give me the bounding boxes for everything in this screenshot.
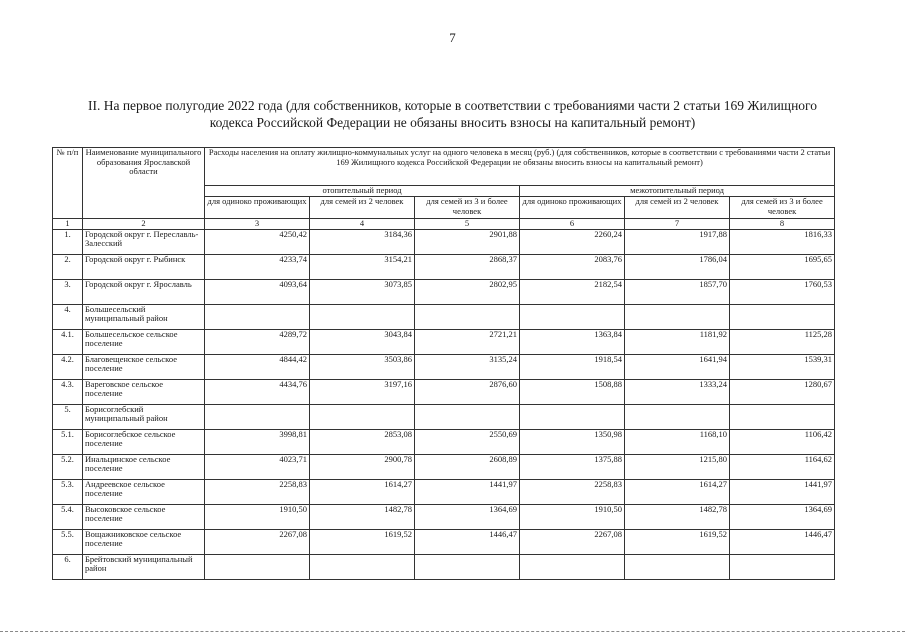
column-index: 5 — [415, 219, 520, 230]
expense-value: 1280,67 — [730, 379, 835, 404]
column-header-nonheating-period: межотопительный период — [520, 186, 835, 197]
municipality-name: Городской округ г. Переславль-Залесский — [83, 229, 205, 254]
expense-value: 4434,76 — [205, 379, 310, 404]
table-row — [53, 529, 835, 554]
expense-value: 1619,52 — [310, 529, 415, 554]
expense-value — [625, 304, 730, 329]
expense-value: 1364,69 — [415, 504, 520, 529]
municipality-name: Борисоглебское сельское поселение — [83, 429, 205, 454]
expense-value: 1441,97 — [730, 479, 835, 504]
expense-value — [730, 404, 835, 429]
expense-value: 3197,16 — [310, 379, 415, 404]
table-row — [53, 504, 835, 529]
row-number: 5.3. — [53, 479, 83, 504]
expense-value: 1441,97 — [415, 479, 520, 504]
expense-value: 1164,62 — [730, 454, 835, 479]
table-row — [53, 354, 835, 379]
expense-value: 1816,33 — [730, 229, 835, 254]
expense-value: 4233,74 — [205, 254, 310, 279]
expense-value: 1508,88 — [520, 379, 625, 404]
expense-value — [520, 304, 625, 329]
expense-value: 2267,08 — [205, 529, 310, 554]
municipality-name: Андреевское сельское поселение — [83, 479, 205, 504]
column-index: 6 — [520, 219, 625, 230]
expense-value: 1446,47 — [415, 529, 520, 554]
expense-value: 1910,50 — [205, 504, 310, 529]
expense-value: 3503,86 — [310, 354, 415, 379]
expense-value: 1619,52 — [625, 529, 730, 554]
expense-value: 1614,27 — [310, 479, 415, 504]
row-number: 4. — [53, 304, 83, 329]
column-header-heating-period: отопительный период — [205, 186, 520, 197]
municipality-name: Городской округ г. Ярославль — [83, 279, 205, 304]
column-index: 7 — [625, 219, 730, 230]
expense-value: 1910,50 — [520, 504, 625, 529]
expense-value: 1363,84 — [520, 329, 625, 354]
column-index: 8 — [730, 219, 835, 230]
expense-value: 3043,84 — [310, 329, 415, 354]
expense-value — [730, 304, 835, 329]
column-header-family-2: для семей из 2 человек — [310, 197, 415, 219]
column-header-expenses: Расходы населения на оплату жилищно-коммунальных услуг на одного человека в месяц (руб.) (для собственников, которые в соответствии с требованиями части 2 статьи 169 Жилищного кодекса Российской Федерации не обязаны вносить взносы на капитальный ремонт) — [205, 148, 835, 186]
expense-value: 2608,89 — [415, 454, 520, 479]
expense-value: 4093,64 — [205, 279, 310, 304]
column-header-single: для одиноко проживающих — [205, 197, 310, 219]
expense-value: 1446,47 — [730, 529, 835, 554]
expense-value: 1350,98 — [520, 429, 625, 454]
expense-value — [415, 304, 520, 329]
expense-value — [730, 554, 835, 579]
municipality-name: Большесельский муниципальный район — [83, 304, 205, 329]
column-header-number: № п/п — [53, 148, 83, 219]
column-header-municipality: Наименование муниципального образования Ярославской области — [83, 148, 205, 219]
column-header-family-3: для семей из 3 и более человек — [415, 197, 520, 219]
expense-value: 1168,10 — [625, 429, 730, 454]
table-row — [53, 329, 835, 354]
municipality-name: Брейтовский муниципальный район — [83, 554, 205, 579]
scan-edge-divider — [0, 631, 905, 632]
expense-value: 1333,24 — [625, 379, 730, 404]
expense-value: 1215,80 — [625, 454, 730, 479]
page-number: 7 — [449, 30, 456, 45]
municipality-name: Вареговское сельское поселение — [83, 379, 205, 404]
expense-value: 4250,42 — [205, 229, 310, 254]
row-number: 5.1. — [53, 429, 83, 454]
table-row — [53, 379, 835, 404]
expense-value: 2083,76 — [520, 254, 625, 279]
expense-value: 2260,24 — [520, 229, 625, 254]
expense-value: 2258,83 — [520, 479, 625, 504]
municipality-name: Вощажниковское сельское поселение — [83, 529, 205, 554]
municipality-name: Благовещенское сельское поселение — [83, 354, 205, 379]
expense-value: 2802,95 — [415, 279, 520, 304]
expense-value: 1539,31 — [730, 354, 835, 379]
expense-value: 1760,53 — [730, 279, 835, 304]
expense-value: 3154,21 — [310, 254, 415, 279]
column-index: 3 — [205, 219, 310, 230]
row-number: 1. — [53, 229, 83, 254]
expense-value: 3184,36 — [310, 229, 415, 254]
expense-value: 2182,54 — [520, 279, 625, 304]
expense-value: 1482,78 — [310, 504, 415, 529]
expense-value — [205, 554, 310, 579]
expense-value: 1375,88 — [520, 454, 625, 479]
row-number: 5.4. — [53, 504, 83, 529]
expense-value: 3135,24 — [415, 354, 520, 379]
expense-value: 4023,71 — [205, 454, 310, 479]
expense-value: 2868,37 — [415, 254, 520, 279]
expense-value — [310, 404, 415, 429]
table-row — [53, 254, 835, 279]
table-row — [53, 304, 835, 329]
expense-value: 1614,27 — [625, 479, 730, 504]
expense-value: 1641,94 — [625, 354, 730, 379]
table-body — [53, 229, 835, 579]
expense-value — [520, 404, 625, 429]
expense-value — [205, 304, 310, 329]
municipality-name: Высоковское сельское поселение — [83, 504, 205, 529]
expense-value: 1695,65 — [730, 254, 835, 279]
municipality-name: Большесельское сельское поселение — [83, 329, 205, 354]
expense-value: 4844,42 — [205, 354, 310, 379]
expense-value — [625, 404, 730, 429]
column-header-single: для одиноко проживающих — [520, 197, 625, 219]
municipality-name: Инальцинское сельское поселение — [83, 454, 205, 479]
row-number: 4.3. — [53, 379, 83, 404]
table-row — [53, 479, 835, 504]
table-row — [53, 429, 835, 454]
expense-value: 2901,88 — [415, 229, 520, 254]
expense-value: 1125,28 — [730, 329, 835, 354]
municipality-name: Борисоглебский муниципальный район — [83, 404, 205, 429]
row-number: 4.1. — [53, 329, 83, 354]
table-row — [53, 279, 835, 304]
row-number: 3. — [53, 279, 83, 304]
expense-value: 1917,88 — [625, 229, 730, 254]
expense-value: 2853,08 — [310, 429, 415, 454]
expense-value: 2876,60 — [415, 379, 520, 404]
row-number: 5.5. — [53, 529, 83, 554]
row-number: 6. — [53, 554, 83, 579]
expense-value: 4289,72 — [205, 329, 310, 354]
expense-value: 1857,70 — [625, 279, 730, 304]
expense-value: 1181,92 — [625, 329, 730, 354]
expense-value — [415, 404, 520, 429]
column-index: 1 — [53, 219, 83, 230]
expense-value: 2721,21 — [415, 329, 520, 354]
table-row — [53, 454, 835, 479]
expense-value: 1786,04 — [625, 254, 730, 279]
column-index: 4 — [310, 219, 415, 230]
column-header-family-2: для семей из 2 человек — [625, 197, 730, 219]
expense-value: 3073,85 — [310, 279, 415, 304]
expense-value: 1364,69 — [730, 504, 835, 529]
row-number: 2. — [53, 254, 83, 279]
expense-value: 2900,78 — [310, 454, 415, 479]
expense-value — [205, 404, 310, 429]
expense-value: 1482,78 — [625, 504, 730, 529]
expense-value: 2550,69 — [415, 429, 520, 454]
table-row — [53, 404, 835, 429]
expense-value: 3998,81 — [205, 429, 310, 454]
table-row — [53, 554, 835, 579]
municipality-name: Городской округ г. Рыбинск — [83, 254, 205, 279]
expense-value: 2258,83 — [205, 479, 310, 504]
column-index: 2 — [83, 219, 205, 230]
expense-value: 1106,42 — [730, 429, 835, 454]
expense-value: 1918,54 — [520, 354, 625, 379]
row-number: 5.2. — [53, 454, 83, 479]
expense-value — [520, 554, 625, 579]
expense-value: 2267,08 — [520, 529, 625, 554]
expense-value — [310, 554, 415, 579]
expense-value — [310, 304, 415, 329]
row-number: 5. — [53, 404, 83, 429]
row-number: 4.2. — [53, 354, 83, 379]
section-heading: II. На первое полугодие 2022 года (для собственников, которые в соответствии с требованиями части 2 статьи 169 Жилищного кодекса Российской Федерации не обязаны вносить взносы на капитальный ремонт) — [87, 98, 818, 130]
column-header-family-3: для семей из 3 и более человек — [730, 197, 835, 219]
expense-value — [415, 554, 520, 579]
expense-value — [625, 554, 730, 579]
tariffs-table — [52, 147, 835, 580]
table-row — [53, 229, 835, 254]
